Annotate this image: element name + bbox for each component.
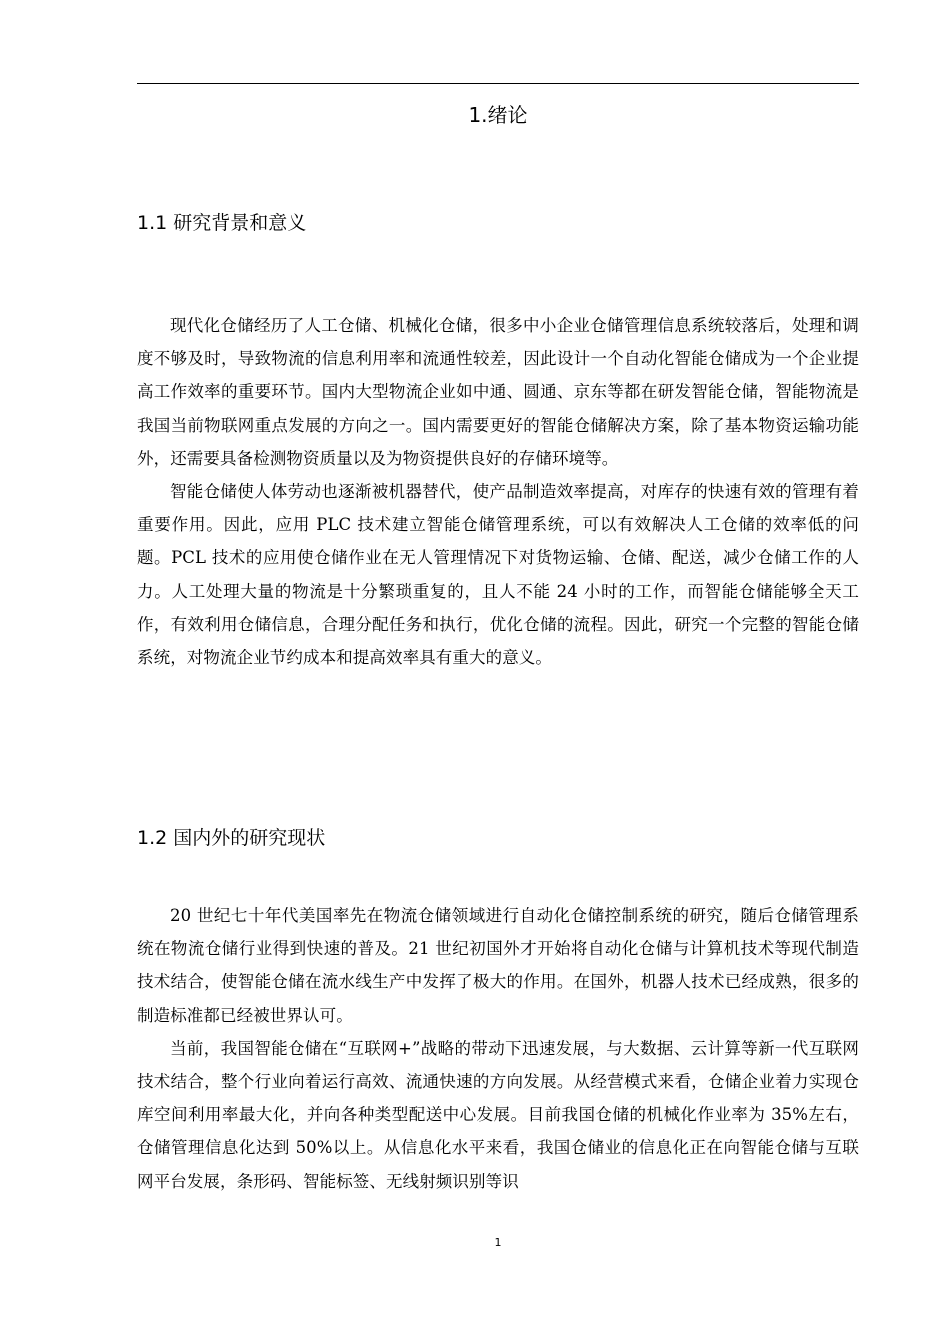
paragraph: 智能仓储使人体劳动也逐渐被机器替代，使产品制造效率提高，对库存的快速有效的管理有着重要作用。因此，应用 PLC 技术建立智能仓储管理系统，可以有效解决人工仓储的效率低的问题。PCL 技术的应用使仓储作业在无人管理情况下对货物运输、仓储、配送，减少仓储工作的人力。人工处理大量的物流是十分繁琐重复的，且人不能 24 小时的工作，而智能仓储能够全天工作，有效利用仓储信息，合理分配任务和执行，优化仓储的流程。因此，研究一个完整的智能仓储系统，对物流企业节约成本和提高效率具有重大的意义。 xyxy=(137,482,859,668)
section-heading-1-1: 1.1 研究背景和意义 xyxy=(137,212,307,234)
paragraph: 现代化仓储经历了人工仓储、机械化仓储，很多中小企业仓储管理信息系统较落后，处理和调度不够及时，导致物流的信息利用率和流通性较差，因此设计一个自动化智能仓储成为一个企业提高工作效率的重要环节。国内大型物流企业如中通、圆通、京东等都在研发智能仓储，智能物流是我国当前物联网重点发展的方向之一。国内需要更好的智能仓储解决方案，除了基本物资运输功能外，还需要具备检测物资质量以及为物资提供良好的存储环境等。 xyxy=(137,316,859,468)
chapter-title: 1.绪论 xyxy=(468,103,528,127)
section-body-1-2 xyxy=(137,899,859,1198)
page-number: 1 xyxy=(494,1236,502,1249)
header-rule xyxy=(137,83,859,84)
section-body-1-1 xyxy=(137,309,859,674)
paragraph: 20 世纪七十年代美国率先在物流仓储领域进行自动化仓储控制系统的研究，随后仓储管理系统在物流仓储行业得到快速的普及。21 世纪初国外才开始将自动化仓储与计算机技术等现代制造技术结合，使智能仓储在流水线生产中发挥了极大的作用。在国外，机器人技术已经成熟，很多的制造标准都已经被世界认可。 xyxy=(137,906,859,1025)
section-heading-1-2: 1.2 国内外的研究现状 xyxy=(137,827,326,849)
paragraph: 当前，我国智能仓储在“互联网+”战略的带动下迅速发展，与大数据、云计算等新一代互联网技术结合，整个行业向着运行高效、流通快速的方向发展。从经营模式来看，仓储企业着力实现仓库空间利用率最大化，并向各种类型配送中心发展。目前我国仓储的机械化作业率为 35%左右，仓储管理信息化达到 50%以上。从信息化水平来看，我国仓储业的信息化正在向智能仓储与互联网平台发展，条形码、智能标签、无线射频识别等识 xyxy=(137,1038,859,1191)
